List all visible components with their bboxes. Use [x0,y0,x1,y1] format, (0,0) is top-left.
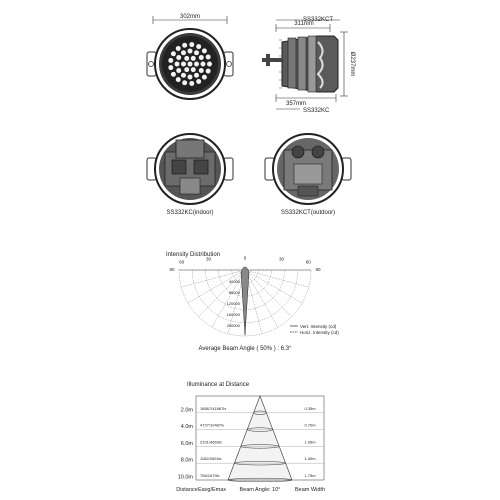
led-lens [184,67,189,72]
led-lens [171,51,176,56]
led-lens [205,54,210,59]
led-lens [187,48,192,53]
led-lens [174,61,179,66]
led-lens [199,68,204,73]
rear-outdoor-caption: SS332KCT(outdoor) [280,210,336,216]
rear-view-indoor-drawing [147,134,233,216]
polar-spoke [188,270,245,303]
led-lens [200,61,205,66]
legend-horiz: Horiz. Intensity (cd) [300,330,339,335]
led-lens [194,73,199,78]
led-lens [194,61,199,66]
beam-width-value: 0.35m [304,405,316,411]
footer-beam-width: Beam Width [295,487,325,493]
height-dimension-label: Ø237mm [349,51,355,77]
led-lens [182,43,187,48]
led-lens [202,74,207,79]
polar-angle-label: 30 [205,256,212,262]
beam-width-value: 0.70m [304,422,316,428]
led-lens [182,80,187,85]
rear-indoor-caption: SS332KC(indoor) [166,210,214,216]
illuminance-value: 756/1679lx [200,473,220,478]
illuminance-value: 4727/10487lx [200,422,225,428]
led-lens [184,56,189,61]
led-lens [168,65,173,70]
polar-angle-label: 60 [179,259,185,265]
illuminance-value: 18567/41867lx [200,405,227,411]
led-lens [194,50,199,55]
distance-label: 4.0m [180,424,193,431]
beam-width-value: 1.05m [304,439,316,445]
footer-eavg: Eavg/Emax [197,487,227,493]
led-lens [181,50,186,55]
led-lens [205,68,210,73]
led-lens [168,58,173,63]
polar-angle-label: 90 [315,267,321,272]
depth-c-label: 357mm [286,101,307,107]
intensity-title: Intensity Distribution [166,252,221,258]
ring-value: 40000 [228,279,240,284]
footer-beam-angle: Beam Angle: 10° [239,487,281,493]
width-dimension-label: 302mm [179,14,201,20]
polar-angle-label: 60 [305,259,311,265]
led-lens [191,56,196,61]
distance-label: 8.0m [180,457,193,464]
led-lens [176,55,181,60]
polar-angle-label: 0 [243,255,247,261]
illuminance-section [176,382,325,493]
polar-angle-label: 90 [169,267,175,272]
led-lens [181,73,186,78]
led-lens [189,81,194,86]
intensity-distribution-section [166,252,339,352]
model-ct-label: SS332KCT [303,17,334,23]
led-lens [176,77,181,82]
front-view-drawing [147,14,233,99]
polar-spoke [245,270,309,287]
rear-view-outdoor-drawing [265,134,351,216]
led-lens [191,67,196,72]
led-lens [199,55,204,60]
beam-angle-text: Average Beam Angle ( 50% ) : 6.3° [198,346,292,352]
led-lens [202,48,207,53]
led-lens [176,68,181,73]
footer-distance: Distance [176,487,198,493]
side-view-drawing [262,17,355,114]
model-c-label: SS332KC [303,108,330,114]
depth-ct-label: 311mm [294,21,314,27]
ring-value: 80000 [228,290,240,295]
legend-vert: Vert. Intensity (cd) [300,324,337,329]
illuminance-value: 2101/4663lx [200,439,222,445]
polar-spoke [245,270,302,303]
distance-label: 6.0m [180,440,193,447]
polar-spoke [245,270,292,317]
beam-cone [228,396,292,480]
led-lens [171,72,176,77]
led-lens [187,61,192,66]
polar-angle-label: 30 [278,256,285,262]
distance-label: 10.0m [177,474,193,481]
led-lens [196,44,201,49]
illuminance-title: Illuminance at Distance [187,382,250,388]
led-lens [176,46,181,51]
led-lens [196,79,201,84]
beam-width-value: 1.75m [304,473,316,478]
beam-width-value: 1.40m [304,456,316,462]
ring-value: 200000 [226,323,240,328]
illuminance-value: 1182/2624lx [200,456,222,462]
distance-label: 2.0m [180,407,193,414]
led-lens [207,61,212,66]
led-lens [187,74,192,79]
ring-value: 120000 [226,301,240,306]
led-lens [189,42,194,47]
polar-spoke [245,270,278,327]
beam-lobe [241,267,249,335]
ring-value: 160000 [226,312,240,317]
led-lens [181,61,186,66]
